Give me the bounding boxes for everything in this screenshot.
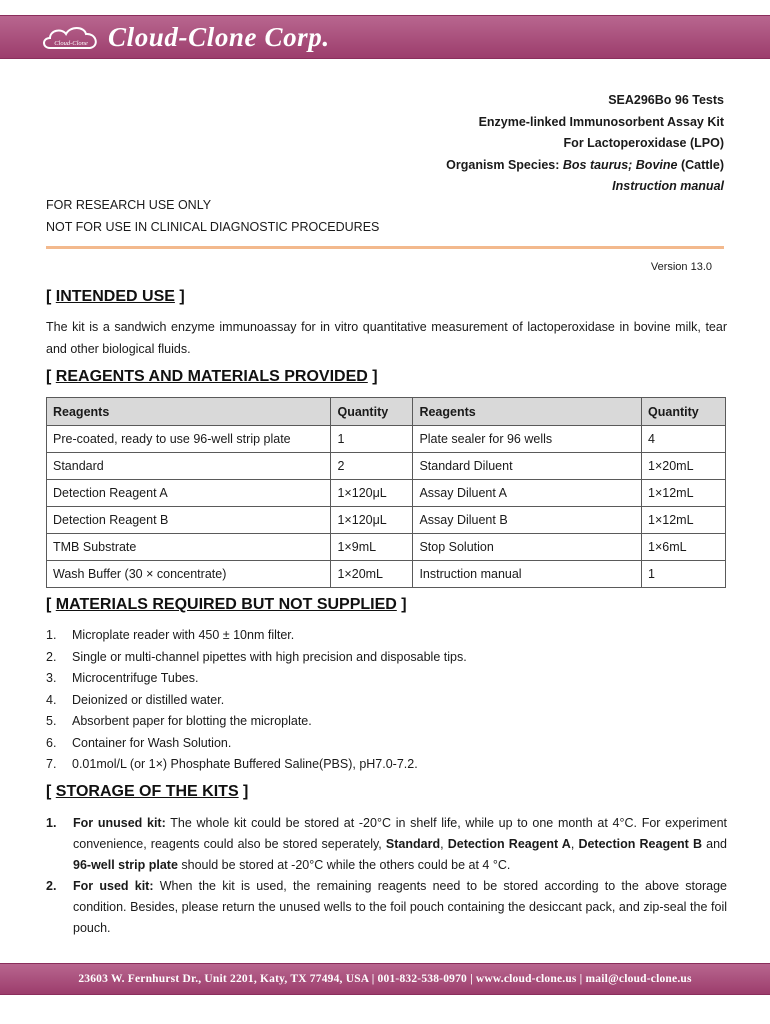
- table-header-row: [47, 398, 726, 426]
- column-header: Quantity: [331, 398, 413, 426]
- table-cell: 4: [642, 426, 726, 453]
- table-cell: 1×20mL: [331, 561, 413, 588]
- manual-label: Instruction manual: [612, 179, 724, 193]
- version-label: Version 13.0: [650, 261, 712, 273]
- table-cell: 1×12mL: [642, 507, 726, 534]
- brand-name: Cloud-Clone Corp.: [108, 22, 330, 52]
- title-block: [446, 90, 724, 198]
- table-row: [47, 480, 726, 507]
- table-cell: Wash Buffer (30 × concentrate): [47, 561, 331, 588]
- column-header: Reagents: [413, 398, 642, 426]
- research-use-notice: FOR RESEARCH USE ONLY NOT FOR USE IN CLINICAL DIAGNOSTIC PROCEDURES: [46, 198, 380, 234]
- list-item: 1. Microplate reader with 450 ± 10nm filter.: [46, 628, 295, 642]
- reagents-heading: [ REAGENTS AND MATERIALS PROVIDED ]: [46, 368, 378, 385]
- table-row: [47, 426, 726, 453]
- table-cell: 1: [642, 561, 726, 588]
- storage-heading: [ STORAGE OF THE KITS ]: [46, 783, 249, 800]
- table-cell: Standard Diluent: [413, 453, 642, 480]
- table-cell: 1×120μL: [331, 507, 413, 534]
- list-item: 1. For unused kit: The whole kit could be stored at -20°C in shelf life, while up to one month at 4°C. For experiment convenience, reagents could also be stored seperately, Standard, Detection Reagent A, Detection Reagent B and 96-well strip plate should be stored at -20°C while the others could be at 4 °C.: [46, 816, 727, 872]
- table-cell: 2: [331, 453, 413, 480]
- list-item: 3. Microcentrifuge Tubes.: [46, 671, 199, 685]
- table-cell: 1×120μL: [331, 480, 413, 507]
- column-header: Quantity: [642, 398, 726, 426]
- table-row: [47, 561, 726, 588]
- materials-required-heading: [ MATERIALS REQUIRED BUT NOT SUPPLIED ]: [46, 596, 407, 613]
- list-item: 5. Absorbent paper for blotting the microplate.: [46, 714, 312, 728]
- table-cell: 1×12mL: [642, 480, 726, 507]
- list-item: 4. Deionized or distilled water.: [46, 692, 225, 707]
- table-cell: 1: [331, 426, 413, 453]
- intended-use-heading: [ INTENDED USE ]: [46, 288, 185, 305]
- divider-line: [46, 246, 724, 249]
- table-row: [47, 507, 726, 534]
- storage-list: [46, 813, 727, 939]
- table-cell: TMB Substrate: [47, 534, 331, 561]
- header-band: [0, 15, 770, 59]
- table-cell: Instruction manual: [413, 561, 642, 588]
- target-name: For Lactoperoxidase (LPO): [563, 136, 724, 150]
- table-cell: 1×6mL: [642, 534, 726, 561]
- table-cell: Pre-coated, ready to use 96-well strip plate: [47, 426, 331, 453]
- table-cell: Assay Diluent B: [413, 507, 642, 534]
- product-code: SEA296Bo 96 Tests: [608, 93, 724, 107]
- table-cell: 1×20mL: [642, 453, 726, 480]
- table-cell: Stop Solution: [413, 534, 642, 561]
- list-item: 6. Container for Wash Solution.: [46, 735, 232, 750]
- logo-text: Cloud-Clone: [54, 40, 88, 47]
- table-cell: Plate sealer for 96 wells: [413, 426, 642, 453]
- kit-name: Enzyme-linked Immunosorbent Assay Kit: [478, 114, 724, 129]
- reagents-table: [46, 397, 726, 588]
- list-item: 2. For used kit: When the kit is used, the remaining reagents need to be stored according to the above storage condition. Besides, please return the unused wells to the foil pouch containing the desiccant pack, and zip-seal the foil pouch.: [46, 879, 727, 935]
- list-item: 2. Single or multi-channel pipettes with high precision and disposable tips.: [46, 649, 467, 664]
- organism-line: Organism Species: Bos taurus; Bovine (Cattle): [446, 157, 724, 172]
- table-row: [47, 534, 726, 561]
- footer-band: [0, 963, 770, 995]
- list-item: 7. 0.01mol/L (or 1×) Phosphate Buffered Saline(PBS), pH7.0-7.2.: [46, 757, 418, 771]
- table-cell: Standard: [47, 453, 331, 480]
- table-cell: 1×9mL: [331, 534, 413, 561]
- cloud-logo-icon: [40, 22, 102, 54]
- table-cell: Assay Diluent A: [413, 480, 642, 507]
- intended-use-text: The kit is a sandwich enzyme immunoassay for in vitro quantitative measurement of lactoperoxidase in bovine milk, tear and other biological fluids.: [46, 320, 727, 356]
- column-header: Reagents: [47, 398, 331, 426]
- materials-list: [46, 625, 467, 776]
- table-cell: Detection Reagent B: [47, 507, 331, 534]
- table-cell: Detection Reagent A: [47, 480, 331, 507]
- table-row: [47, 453, 726, 480]
- footer-contact: 23603 W. Fernhurst Dr., Unit 2201, Katy, TX 77494, USA | 001-832-538-0970 | www.cloud-clone.us | mail@cloud-clone.us: [78, 973, 692, 985]
